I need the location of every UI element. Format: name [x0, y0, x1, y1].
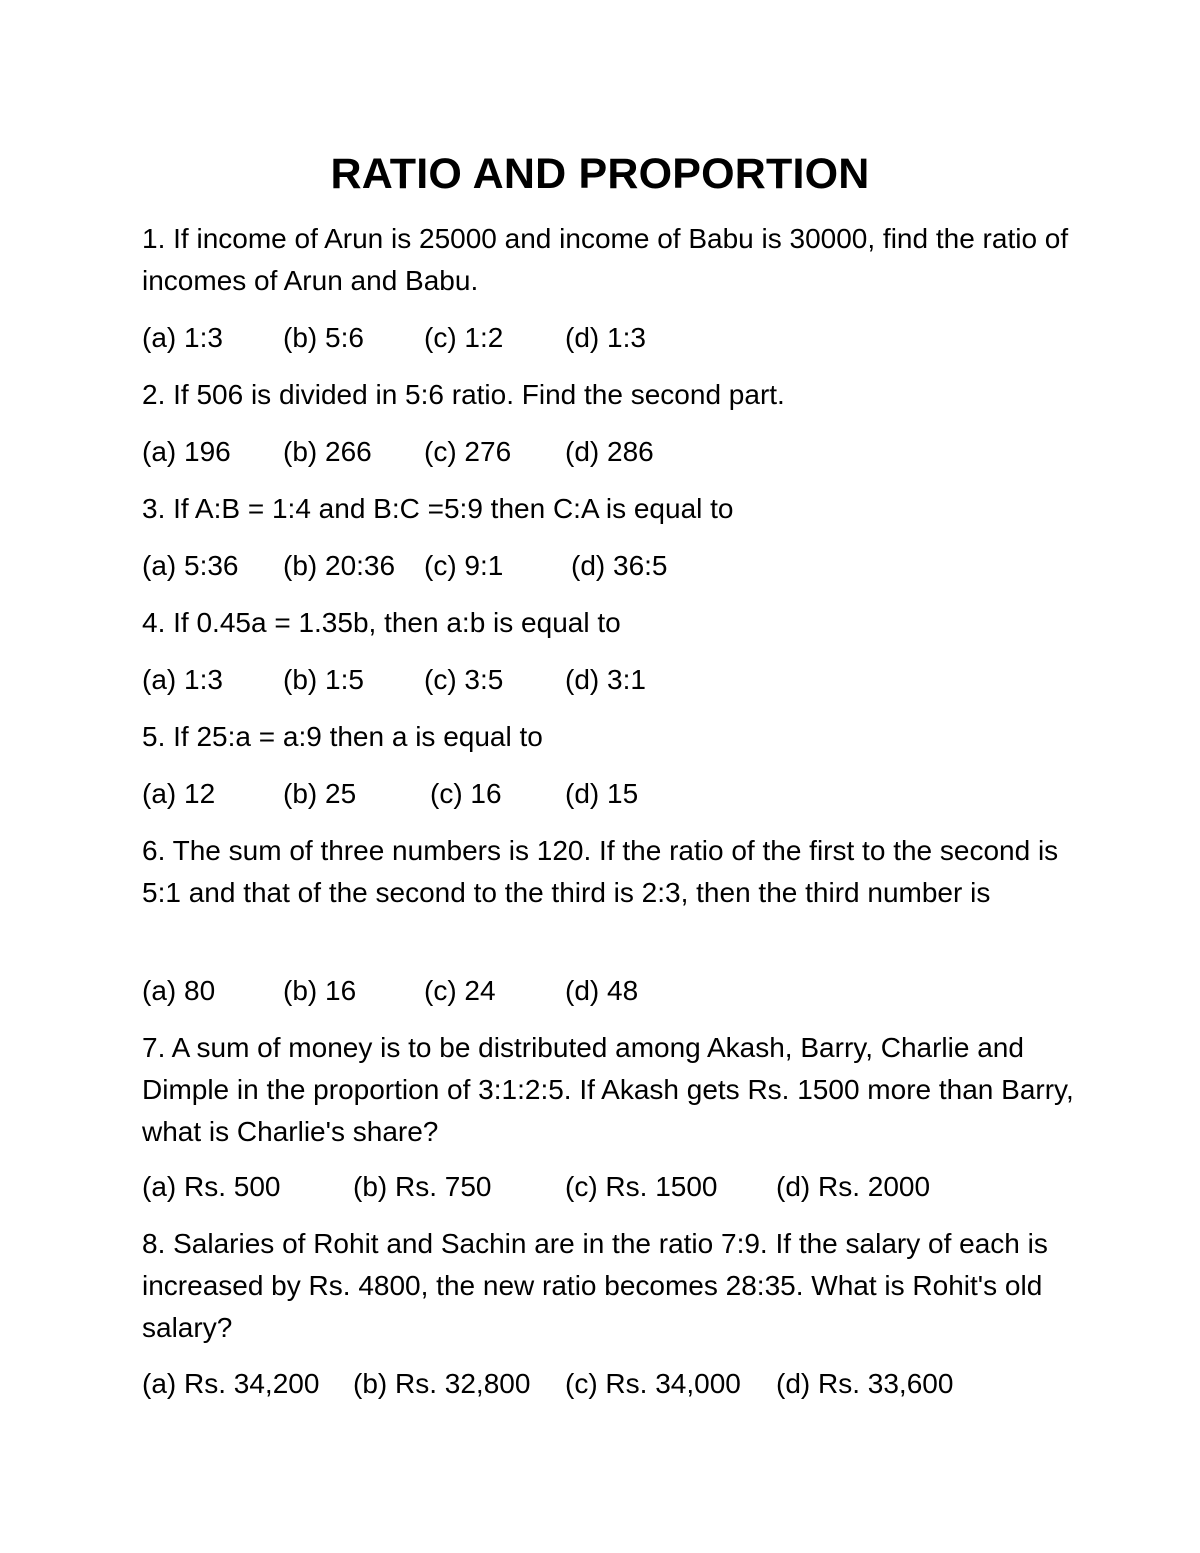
option-7d: (d) Rs. 2000 — [776, 1171, 931, 1202]
option-1d: (d) 1:3 — [565, 322, 646, 353]
question-4: 4. If 0.45a = 1.35b, then a:b is equal to — [142, 607, 621, 638]
options-2 — [142, 431, 1102, 473]
option-6b: (b) 16 — [283, 975, 357, 1006]
option-6a: (a) 80 — [142, 975, 216, 1006]
question-2: 2. If 506 is divided in 5:6 ratio. Find the second part. — [142, 379, 785, 410]
option-3b: (b) 20:36 — [283, 550, 396, 581]
option-6c: (c) 24 — [424, 975, 496, 1006]
option-3d: (d) 36:5 — [571, 550, 668, 581]
option-8a: (a) Rs. 34,200 — [142, 1368, 320, 1399]
question-3: 3. If A:B = 1:4 and B:C =5:9 then C:A is equal to — [142, 493, 734, 524]
option-2d: (d) 286 — [565, 436, 654, 467]
option-7b: (b) Rs. 750 — [353, 1171, 492, 1202]
option-7a: (a) Rs. 500 — [142, 1171, 281, 1202]
options-7 — [142, 1166, 1102, 1208]
option-4d: (d) 3:1 — [565, 664, 646, 695]
option-4a: (a) 1:3 — [142, 664, 223, 695]
option-5d: (d) 15 — [565, 778, 639, 809]
option-2a: (a) 196 — [142, 436, 231, 467]
options-8 — [142, 1363, 1102, 1405]
options-3 — [142, 545, 1102, 587]
option-2c: (c) 276 — [424, 436, 512, 467]
options-5 — [142, 773, 1102, 815]
option-3a: (a) 5:36 — [142, 550, 239, 581]
option-5c: (c) 16 — [430, 778, 502, 809]
options-4 — [142, 659, 1102, 701]
option-6d: (d) 48 — [565, 975, 639, 1006]
option-7c: (c) Rs. 1500 — [565, 1171, 718, 1202]
page-title: RATIO AND PROPORTION — [330, 150, 870, 198]
option-8c: (c) Rs. 34,000 — [565, 1368, 741, 1399]
option-1b: (b) 5:6 — [283, 322, 364, 353]
option-1a: (a) 1:3 — [142, 322, 223, 353]
question-5: 5. If 25:a = a:9 then a is equal to — [142, 721, 543, 752]
question-8: 8. Salaries of Rohit and Sachin are in the ratio 7:9. If the salary of each is increased by Rs. 4800, the new ratio becomes 28:35. What is Rohit's old salary? — [142, 1228, 1048, 1343]
option-4c: (c) 3:5 — [424, 664, 504, 695]
question-6: 6. The sum of three numbers is 120. If the ratio of the first to the second is 5:1 and that of the second to the third is 2:3, then the third number is — [142, 835, 1059, 908]
question-7: 7. A sum of money is to be distributed among Akash, Barry, Charlie and Dimple in the proportion of 3:1:2:5. If Akash gets Rs. 1500 more than Barry, what is Charlie's share? — [142, 1032, 1074, 1147]
option-2b: (b) 266 — [283, 436, 372, 467]
option-4b: (b) 1:5 — [283, 664, 364, 695]
option-5a: (a) 12 — [142, 778, 216, 809]
option-3c: (c) 9:1 — [424, 550, 504, 581]
option-8b: (b) Rs. 32,800 — [353, 1368, 531, 1399]
question-1: 1. If income of Arun is 25000 and income of Babu is 30000, find the ratio of incomes of Arun and Babu. — [142, 223, 1069, 296]
option-8d: (d) Rs. 33,600 — [776, 1368, 954, 1399]
options-1 — [142, 317, 1102, 359]
option-5b: (b) 25 — [283, 778, 357, 809]
options-6 — [142, 970, 1102, 1012]
option-1c: (c) 1:2 — [424, 322, 504, 353]
